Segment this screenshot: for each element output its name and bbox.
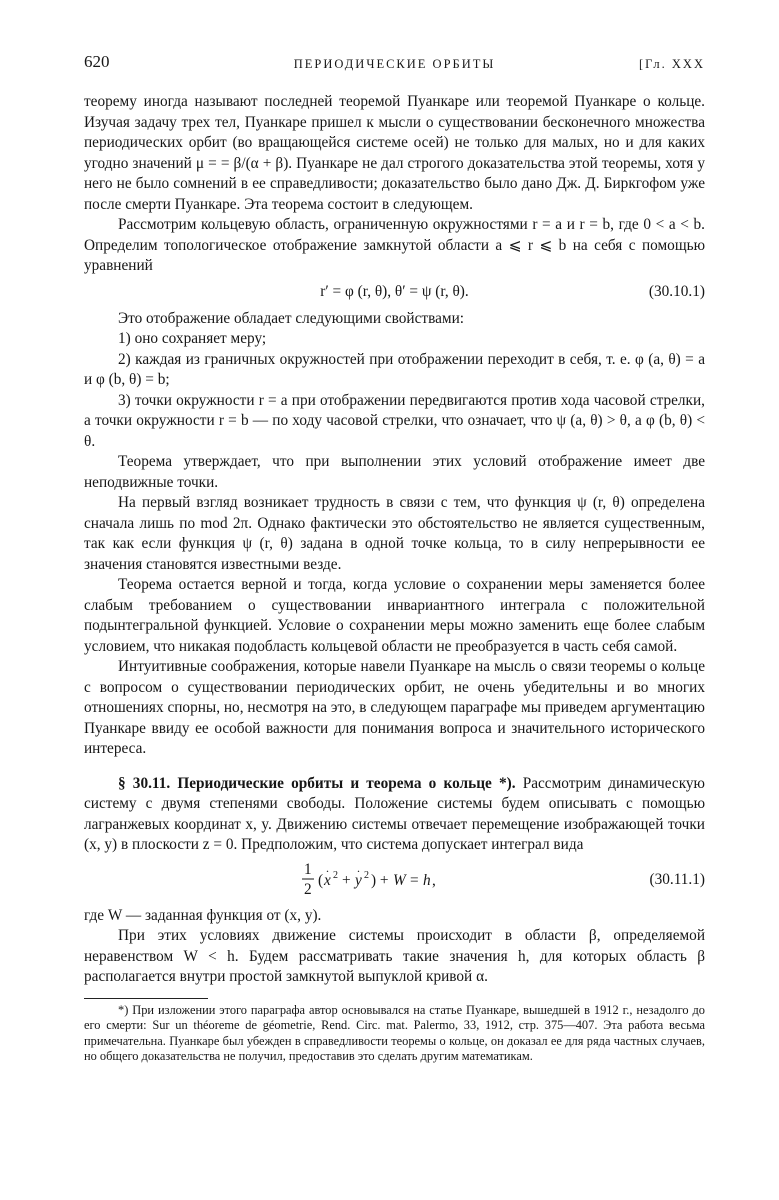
equation-body bbox=[84, 858, 705, 902]
list-item: 1) оно сохраняет меру; bbox=[118, 330, 267, 347]
paragraph: теорему иногда называют последней теоремой Пуанкаре или теоремой Пуанкаре о кольце. Изучая задачу трех тел, Пуанкаре пришел к мысли о существовании бесконечного множества периодических орбит (во вращающейся системе осей) не только для малых, но и для каких угодно значений μ = = β/(α + β). Пуанкаре не дал строгого доказательства этой теоремы, хотя у него не было сомнений в ее справедливости; доказательство было дано Дж. Д. Биркгофом уже после смерти Пуанкаре. Эта теорема состоит в следующем. bbox=[84, 93, 705, 213]
svg-text:x: x bbox=[323, 871, 331, 889]
svg-text:W: W bbox=[392, 871, 406, 889]
svg-text:=: = bbox=[409, 871, 419, 889]
equation-number: (30.10.1) bbox=[648, 282, 705, 300]
footnote-rule bbox=[84, 998, 208, 999]
list-item: 2) каждая из граничных окружностей при отображении переходит в себя, т. е. φ (a, θ) = a и φ (b, θ) = b; bbox=[84, 350, 705, 388]
running-header bbox=[84, 52, 705, 78]
running-title: ПЕРИОДИЧЕСКИЕ ОРБИТЫ bbox=[293, 57, 496, 71]
section-title: § 30.11. Периодические орбиты и теорема о кольце *). bbox=[118, 774, 516, 792]
svg-text:+: + bbox=[341, 871, 351, 889]
svg-text:.: . bbox=[356, 860, 360, 875]
energy-integral-formula bbox=[300, 858, 490, 902]
svg-text:2: 2 bbox=[332, 869, 338, 881]
section-text: Рассмотрим динамическую систему с двумя степенями свободы. Положение системы будем описывать с помощью лагранжевых координат x, y. Движению системы отвечает перемещение изображающей точки (x, y) в плоскости z = 0. Предположим, что система допускает интеграл вида bbox=[84, 774, 705, 853]
section-paragraph bbox=[84, 774, 705, 856]
svg-text:2: 2 bbox=[303, 880, 312, 898]
equation-30-10-1 bbox=[84, 278, 705, 306]
svg-text:h: h bbox=[422, 871, 431, 889]
svg-text:.: . bbox=[325, 860, 329, 875]
equation-body: r′ = φ (r, θ), θ′ = ψ (r, θ). bbox=[320, 282, 469, 300]
page-number: 620 bbox=[84, 52, 110, 71]
paragraph: Теорема утверждает, что при выполнении этих условий отображение имеет две неподвижные точки. bbox=[84, 453, 705, 491]
svg-text:y: y bbox=[354, 871, 362, 889]
book-page bbox=[84, 52, 705, 1065]
svg-text:1: 1 bbox=[303, 860, 312, 878]
paragraph: На первый взгляд возникает трудность в связи с тем, что функция ψ (r, θ) определена сначала лишь по mod 2π. Однако фактически это обстоятельство не является существенным, так как если функция ψ (r, θ) задана в одной точке кольца, то в силу непрерывности ее значения становятся известными везде. bbox=[84, 494, 705, 573]
paragraph: где W — заданная функция от (x, y). bbox=[84, 906, 322, 924]
equation-30-11-1 bbox=[84, 858, 705, 902]
svg-text:) +: ) + bbox=[370, 871, 389, 889]
chapter-label: [Гл. XXX bbox=[638, 57, 705, 71]
paragraph: Это отображение обладает следующими свойствами: bbox=[118, 309, 465, 327]
equation-number: (30.11.1) bbox=[649, 870, 705, 888]
paragraph: При этих условиях движение системы происходит в области β, определяемой неравенством W < h. Будем рассматривать такие значения h, для которых область β располагается внутри простой замкнутой выпуклой кривой α. bbox=[84, 927, 705, 985]
footnote: *) При изложении этого параграфа автор основывался на статье Пуанкаре, вышедшей в 1912 г., незадолго до его смерти: Sur un théoreme de géometrie, Rend. Circ. mat. Palermo, 33, 1912, стр. 375—407. Эта работа весьма примечательна. Пуанкаре был убежден в справедливости теоремы о кольце, он доказал ее для ряда частных случаев, но общего доказательства не получил, предоставив это сделать другим математикам. bbox=[84, 1002, 705, 1064]
list-item: 3) точки окружности r = a при отображении передвигаются против хода часовой стрелки, а точки окружности r = b — по ходу часовой стрелки, что означает, что ψ (a, θ) > θ, а φ (b, θ) < θ. bbox=[84, 391, 705, 450]
svg-text:2: 2 bbox=[363, 869, 369, 881]
paragraph: Интуитивные соображения, которые навели Пуанкаре на мысль о связи теоремы о кольце с вопросом о существовании периодических орбит, не очень убедительны и во многих отношениях спорны, но, несмотря на это, в следующем параграфе мы приведем аргументацию Пуанкаре ввиду ее особой важности для понимания вопроса и значительного исторического интереса. bbox=[84, 658, 705, 757]
paragraph: Рассмотрим кольцевую область, ограниченную окружностями r = a и r = b, где 0 < a < b. Определим топологическое отображение замкнутой области a ⩽ r ⩽ b на себя с помощью уравнений bbox=[84, 216, 705, 274]
svg-text:,: , bbox=[431, 871, 436, 889]
paragraph: Теорема остается верной и тогда, когда условие о сохранении меры заменяется более слабым требованием о существовании инвариантного интеграла с положительной подынтегральной функцией. Условие о сохранении меры можно заменить еще более слабым условием, что никакая подобласть кольцевой области не преобразуется в часть себя самой. bbox=[84, 576, 705, 655]
svg-text:(: ( bbox=[317, 871, 323, 889]
